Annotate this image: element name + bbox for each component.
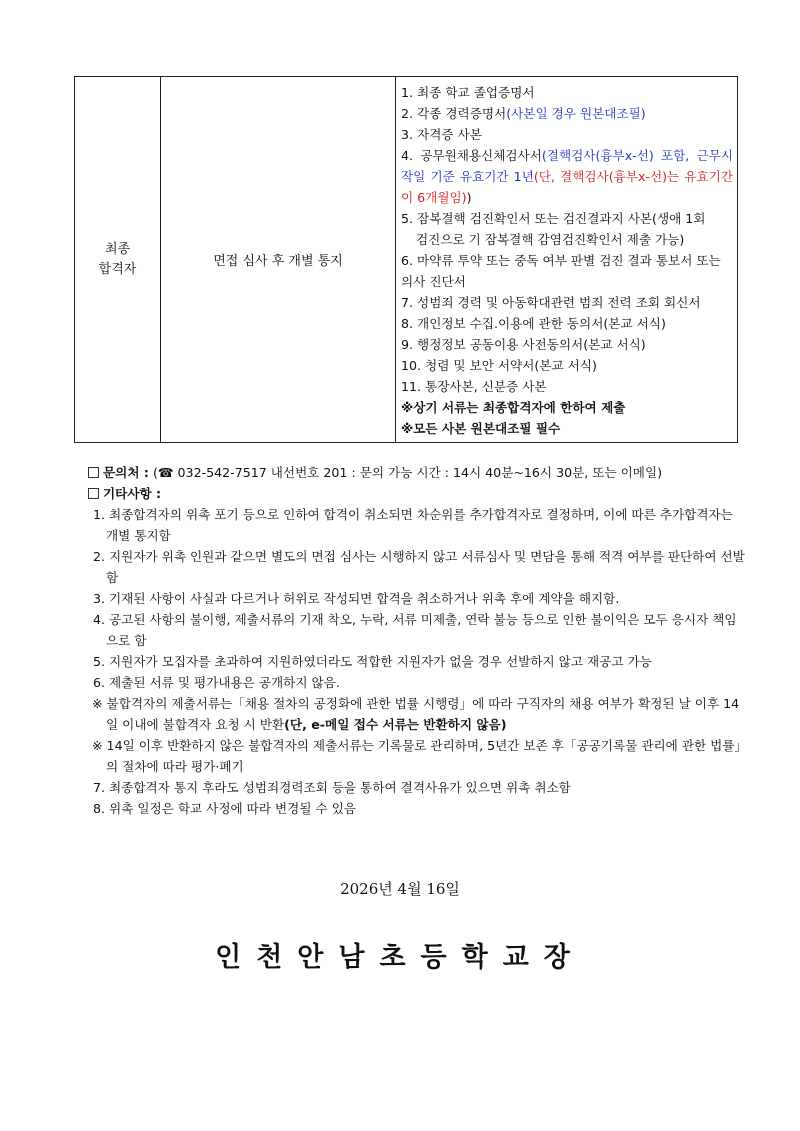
doc-item-6: 6. 마약류 투약 또는 중독 여부 판별 검진 결과 통보서 또는 의사 진단서 — [401, 252, 721, 289]
documents-cell — [396, 77, 738, 443]
doc-item-9: 9. 행정정보 공동이용 사전동의서(본교 서식) — [401, 336, 646, 352]
doc-item-7: 7. 성범죄 경력 및 아동학대관련 범죄 전력 조회 회신서 — [401, 294, 701, 310]
note-item-7: 7. 최종합격자 통지 후라도 성범죄경력조회 등을 통하여 결격사유가 있으면 위촉 취소함 — [93, 780, 571, 795]
doc-item-5: 5. 잠복결핵 검진확인서 또는 검진결과지 사본(생애 1회 검진으로 기 잠복결핵 감염검진확인서 제출 가능) — [401, 210, 706, 247]
note-item-5: 5. 지원자가 모집자를 초과하여 지원하였더라도 적합한 지원자가 없을 경우 선발하지 않고 재공고 가능 — [93, 654, 652, 669]
category-line-1: 최종 — [104, 241, 131, 257]
doc-item-11: 11. 통장사본, 신분증 사본 — [401, 378, 547, 394]
remark-2: ※모든 사본 원본대조필 필수 — [401, 420, 561, 436]
doc-item-3: 3. 자격증 사본 — [401, 126, 482, 142]
note-item-6: 6. 제출된 서류 및 평가내용은 공개하지 않음. — [93, 675, 340, 690]
note-asterisk-2: ※ 14일 이후 반환하지 않은 불합격자의 제출서류는 기록물로 관리하며, 5년간 보존 후「공공기록물 관리에 관한 법률」의 절차에 따라 평가·폐기 — [92, 738, 748, 774]
note-item-2: 2. 지원자가 위촉 인원과 같으면 별도의 면접 심사는 시행하지 않고 서류심사 및 면담을 통해 적격 여부를 판단하여 선발함 — [93, 549, 745, 585]
note-item-4: 4. 공고된 사항의 불이행, 제출서류의 기재 착오, 누락, 서류 미제출, 연락 불능 등으로 인한 불이익은 모두 응시자 책임으로 함 — [93, 612, 737, 648]
note-item-8: 8. 위촉 일정은 학교 사정에 따라 변경될 수 있음 — [93, 801, 357, 816]
doc-item-1: 1. 최종 학교 졸업증명서 — [401, 84, 535, 100]
doc-item-10: 10. 청렴 및 보안 서약서(본교 서식) — [401, 357, 597, 373]
category-cell — [75, 77, 161, 443]
announcement-date: 2026년 4월 16일 — [340, 880, 460, 898]
principal-signature: 인천안남초등학교장 — [215, 942, 585, 973]
requirements-table — [74, 76, 738, 443]
note-item-1: 1. 최종합격자의 위촉 포기 등으로 인하여 합격이 취소되면 차순위를 추가합격자로 결정하며, 이에 따른 추가합격자는 개별 통지함 — [93, 507, 733, 543]
note-item-3: 3. 기재된 사항이 사실과 다르거나 허위로 작성되면 합격을 취소하거나 위촉 후에 계약을 해지함. — [93, 591, 620, 606]
notes-section — [88, 462, 748, 819]
doc-item-2: 2. 각종 경력증명서(사본일 경우 원본대조필) — [401, 105, 646, 121]
doc-item-4: 4. 공무원채용신체검사서(결핵검사(흉부x-선) 포함, 근무시작일 기준 유효기간 1년(단, 결핵검사(흉부x-선)는 유효기간이 6개월임)) — [401, 147, 733, 205]
notice-cell: 면접 심사 후 개별 통지 — [161, 77, 396, 443]
table-row — [75, 77, 738, 443]
other-label-line: 기타사항 : — [88, 483, 748, 504]
category-line-2: 합격자 — [98, 261, 137, 277]
checkbox-square-icon — [88, 488, 99, 499]
contact-line: 문의처 : (☎ 032-542-7517 내선번호 201 : 문의 가능 시간 : 14시 40분~16시 30분, 또는 이메일) — [88, 462, 748, 483]
remark-1: ※상기 서류는 최종합격자에 한하여 제출 — [401, 399, 626, 415]
note-asterisk-1: ※ 불합격자의 제출서류는「채용 절차의 공정화에 관한 법률 시행령」에 따라 구직자의 채용 여부가 확정된 날 이후 14일 이내에 불합격자 요청 시 반환(단, e-메일 접수 서류는 반환하지 않음) — [92, 696, 740, 732]
checkbox-square-icon — [88, 467, 99, 478]
doc-item-8: 8. 개인정보 수집.이용에 관한 동의서(본교 서식) — [401, 315, 666, 331]
